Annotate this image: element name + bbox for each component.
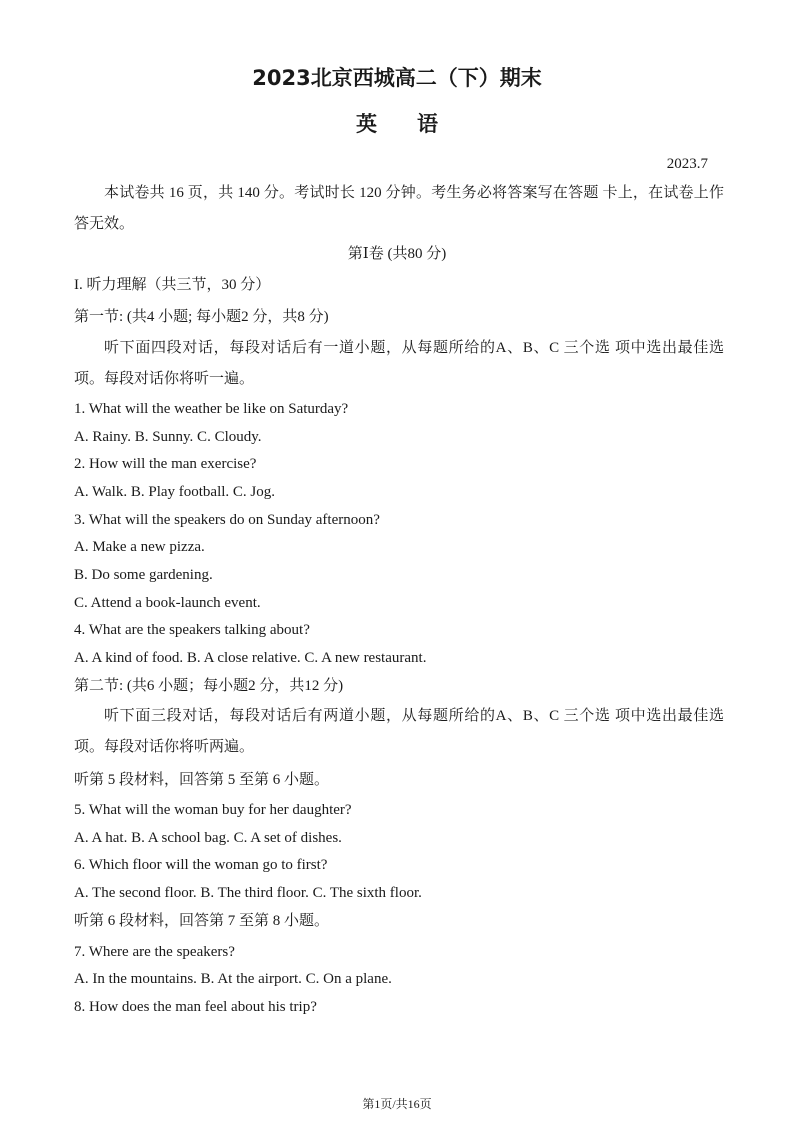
exam-date: 2023.7 — [666, 156, 708, 172]
subject-title: 英语 — [356, 112, 478, 136]
options-line: A. Rainy. B. Sunny. C. Cloudy. — [74, 429, 262, 445]
section1-instructions: 听下面四段对话，每段对话后有一道小题，从每题所给的A、B、C 三个选 项中选出最佳选项。每段对话你将听一遍。 — [74, 340, 724, 387]
question-line: 2. How will the man exercise? — [74, 456, 257, 472]
question-line: 5. What will the woman buy for her daughter? — [74, 802, 352, 818]
question-line: 6. Which floor will the woman go to first? — [74, 857, 328, 873]
passage-instruction: 听第 5 段材料，回答第 5 至第 6 小题。 — [74, 772, 330, 788]
section2-instructions: 听下面三段对话，每段对话后有两道小题，从每题所给的A、B、C 三个选 项中选出最佳选项。每段对话你将听两遍。 — [74, 708, 724, 755]
passage-instruction: 听第 6 段材料，回答第 7 至第 8 小题。 — [74, 913, 330, 929]
option-line: A. Make a new pizza. — [74, 539, 205, 555]
option-line: B. Do some gardening. — [74, 567, 213, 583]
section-heading: I. 听力理解（共三节，30 分） — [74, 277, 271, 293]
question-line: 7. Where are the speakers? — [74, 944, 235, 960]
question-line: 3. What will the speakers do on Sunday afternoon? — [74, 512, 380, 528]
question-line: 1. What will the weather be like on Saturday? — [74, 401, 349, 417]
options-line: A. The second floor. B. The third floor. C. The sixth floor. — [74, 885, 422, 901]
intro-paragraph: 本试卷共 16 页，共 140 分。考试时长 120 分钟。考生务必将答案写在答题 卡上，在试卷上作答无效。 — [74, 185, 724, 232]
question-line: 8. How does the man feel about his trip? — [74, 999, 317, 1015]
options-line: A. Walk. B. Play football. C. Jog. — [74, 484, 276, 500]
options-line: A. In the mountains. B. At the airport. C. On a plane. — [74, 971, 392, 987]
options-line: A. A kind of food. B. A close relative. C. A new restaurant. — [74, 650, 427, 666]
exam-title: 2023北京西城高二（下）期末 — [252, 66, 542, 90]
page-footer: 第1页/共16页 — [362, 1097, 432, 1111]
question-line: 4. What are the speakers talking about? — [74, 622, 310, 638]
section2-heading: 第二节: (共6 小题；每小题2 分，共12 分) — [74, 678, 344, 694]
option-line: C. Attend a book-launch event. — [74, 595, 261, 611]
part-title: 第Ⅰ卷 (共80 分) — [347, 246, 447, 262]
options-line: A. A hat. B. A school bag. C. A set of dishes. — [74, 830, 342, 846]
section1-heading: 第一节: (共4 小题; 每小题2 分，共8 分) — [74, 309, 329, 325]
